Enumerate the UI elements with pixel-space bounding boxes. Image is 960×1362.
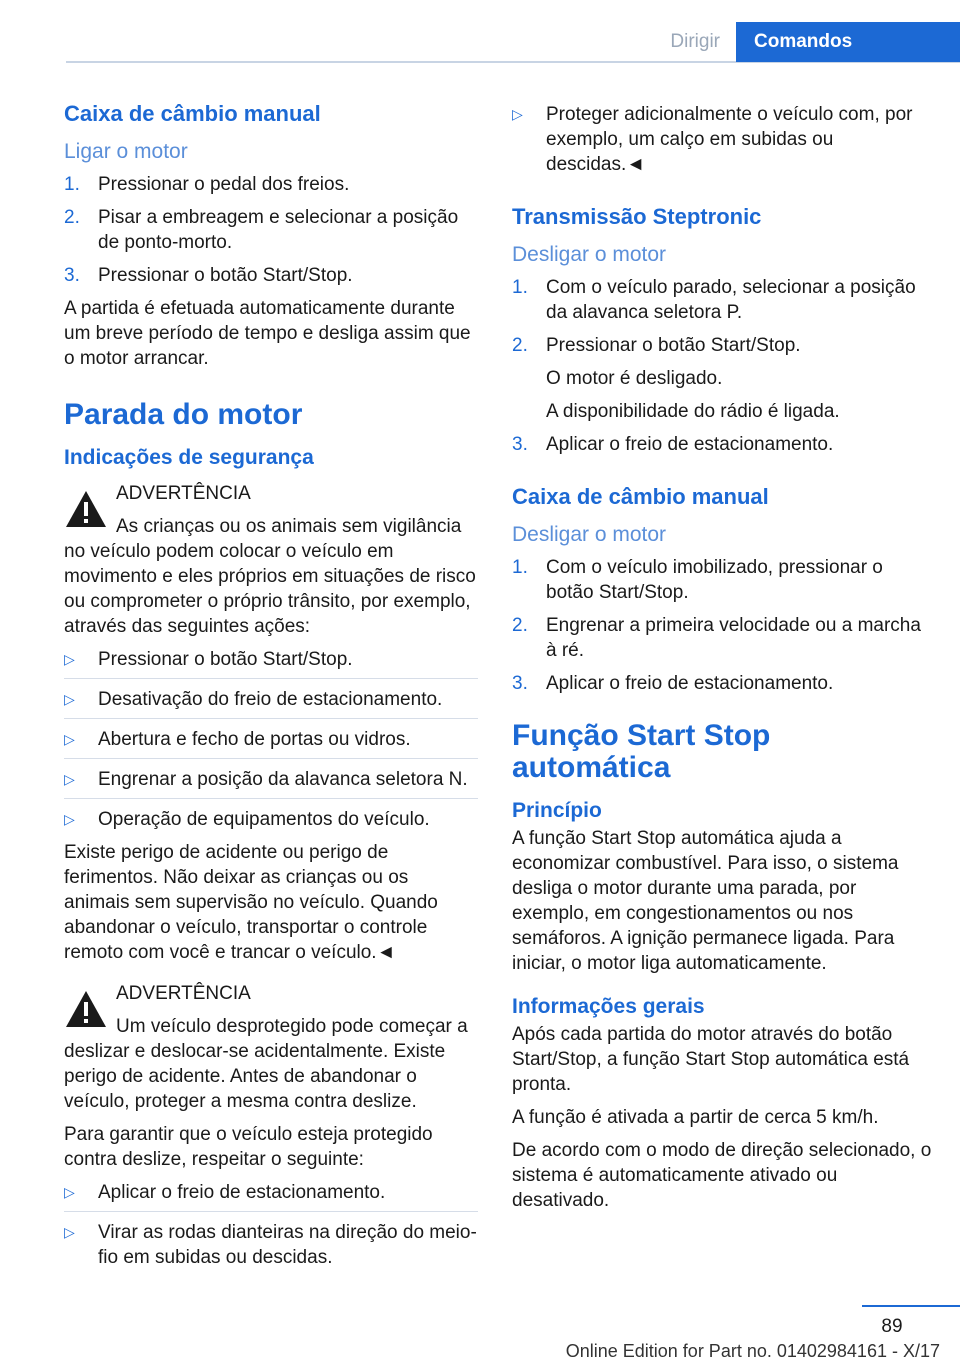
list-item	[64, 263, 478, 288]
tab-dirigir[interactable]: Dirigir	[670, 31, 720, 52]
list-item	[512, 102, 932, 177]
bullet-text: Aplicar o freio de estacionamento.	[98, 1182, 386, 1203]
warning-body: Um veículo desprotegido pode começar a deslizar e deslocar-se acidentalmente. Existe perigo de acidente. Antes de abandonar o veículo, proteger a mesma contra deslize.	[64, 1016, 468, 1112]
list-item	[512, 613, 932, 663]
bullet-triangle-icon: ▷	[64, 1184, 75, 1200]
partida-paragraph: A partida é efetuada automaticamente durante um breve período de tempo e desliga assim que o motor arrancar.	[64, 298, 471, 369]
heading-desligar-motor: Desligar o motor	[512, 243, 667, 266]
warning2-after: Para garantir que o veículo esteja protegido contra deslize, respeitar o seguinte:	[64, 1124, 433, 1170]
bullet-triangle-icon: ▷	[512, 106, 523, 122]
info-paragraph: Após cada partida do motor através do botão Start/Stop, a função Start Stop automática está pronta.	[512, 1024, 910, 1095]
step-number: 3.	[512, 434, 528, 455]
spacer	[512, 465, 932, 483]
step-text: Aplicar o freio de estacionamento.	[546, 434, 834, 455]
warning-title: ADVERTÊNCIA	[116, 983, 251, 1004]
bullet-text: Pressionar o botão Start/Stop.	[98, 649, 353, 670]
principio-paragraph: A função Start Stop automática ajuda a economizar combustível. Para isso, o sistema desliga o motor durante uma parada, por exemplo, em congestionamentos ou nos semáforos. A ignição permanece ligada. Para iniciar, o motor liga automaticamente.	[512, 828, 899, 974]
heading-steptronic: Transmissão Steptronic	[512, 204, 762, 229]
info-paragraph: A função é ativada a partir de cerca 5 km/h.	[512, 1107, 879, 1128]
heading-principio: Princípio	[512, 799, 602, 822]
step-text: Pressionar o botão Start/Stop.	[546, 335, 801, 356]
step-text: Pisar a embreagem e selecionar a posição de ponto-morto.	[98, 207, 459, 253]
heading-desligar-motor-2: Desligar o motor	[512, 523, 667, 546]
warning1-bullets	[64, 647, 478, 832]
step-text: Engrenar a primeira velocidade ou a marcha à ré.	[546, 615, 921, 661]
step-text: Aplicar o freio de estacionamento.	[546, 673, 834, 694]
step-text: Com o veículo parado, selecionar a posição da alavanca seletora P.	[546, 277, 916, 323]
step-note: O motor é desligado.	[546, 368, 723, 389]
warning-block-2	[64, 981, 478, 1114]
bullet-triangle-icon: ▷	[64, 771, 75, 787]
step-number: 1.	[64, 174, 80, 195]
warning-title: ADVERTÊNCIA	[116, 483, 251, 504]
bullet-text: Proteger adicionalmente o veículo com, por exemplo, um calço em subidas ou descidas.◄	[546, 104, 913, 175]
heading-informacoes-gerais: Informações gerais	[512, 995, 705, 1018]
list-item	[64, 172, 478, 197]
warning-triangle-icon	[64, 489, 108, 529]
list-item	[64, 1220, 478, 1270]
step-number: 1.	[512, 277, 528, 298]
bullet-triangle-icon: ▷	[64, 1224, 75, 1240]
step-number: 2.	[64, 207, 80, 228]
step-number: 3.	[64, 265, 80, 286]
heading-manual: Caixa de câmbio manual	[64, 101, 321, 126]
list-item	[512, 333, 932, 358]
list-item	[512, 275, 932, 325]
list-item	[64, 647, 478, 679]
list-item	[512, 671, 932, 696]
right-column	[512, 88, 932, 1221]
left-column	[64, 100, 478, 1278]
page-number: 89	[881, 1316, 903, 1337]
step-number: 1.	[512, 557, 528, 578]
step-text: Pressionar o pedal dos freios.	[98, 174, 350, 195]
footer-rule	[862, 1305, 960, 1307]
step-number: 2.	[512, 335, 528, 356]
warning-triangle-icon	[64, 989, 108, 1029]
bullet-triangle-icon: ▷	[64, 731, 75, 747]
list-item	[512, 555, 932, 605]
step-text: Com o veículo imobilizado, pressionar o botão Start/Stop.	[546, 557, 883, 603]
bullet-text: Operação de equipamentos do veículo.	[98, 809, 430, 830]
list-item	[64, 1180, 478, 1212]
heading-manual-2: Caixa de câmbio manual	[512, 484, 769, 509]
warning2-bullets	[64, 1180, 478, 1270]
bullet-triangle-icon: ▷	[64, 811, 75, 827]
step-text: Pressionar o botão Start/Stop.	[98, 265, 353, 286]
list-item	[64, 767, 478, 799]
list-item	[64, 807, 478, 832]
bullet-triangle-icon: ▷	[64, 691, 75, 707]
step-number: 2.	[512, 615, 528, 636]
spacer	[512, 185, 932, 203]
warning-body: As crianças ou os animais sem vigilância no veículo podem colocar o veículo em movimento e eles próprios em situações de risco ou comprometer o próprio trânsito, por exemplo, através das seguintes ações:	[64, 516, 476, 637]
step-note: A disponibilidade do rádio é ligada.	[546, 401, 840, 422]
ligar-steps	[64, 172, 478, 288]
bullet-text: Desativação do freio de estacionamento.	[98, 689, 443, 710]
heading-seguranca: Indicações de segurança	[64, 446, 314, 469]
bullet-triangle-icon: ▷	[64, 651, 75, 667]
heading-ligar-motor: Ligar o motor	[64, 140, 188, 163]
heading-funcao-start-stop: Função Start Stop automática	[512, 719, 771, 784]
info-paragraph: De acordo com o modo de direção selecionado, o sistema é automaticamente ativado ou desativado.	[512, 1140, 932, 1211]
list-item	[64, 205, 478, 255]
bullet-text: Engrenar a posição da alavanca seletora N.	[98, 769, 468, 790]
bullet-text: Abertura e fecho de portas ou vidros.	[98, 729, 411, 750]
list-item	[64, 727, 478, 759]
warning-block-1	[64, 481, 478, 639]
tab-comandos[interactable]: Comandos	[736, 22, 960, 62]
bullet-text: Virar as rodas dianteiras na direção do meio-fio em subidas ou descidas.	[98, 1222, 477, 1268]
heading-parada: Parada do motor	[64, 398, 303, 431]
warning1-after: Existe perigo de acidente ou perigo de ferimentos. Não deixar as crianças ou os animais sem supervisão no veículo. Quando abandonar o veículo, transportar o controle remoto com você e trancar o veículo.◄	[64, 842, 438, 963]
footer-edition: Online Edition for Part no. 01402984161 - X/17	[565, 1341, 940, 1361]
list-item	[64, 687, 478, 719]
list-item	[512, 432, 932, 457]
step-number: 3.	[512, 673, 528, 694]
